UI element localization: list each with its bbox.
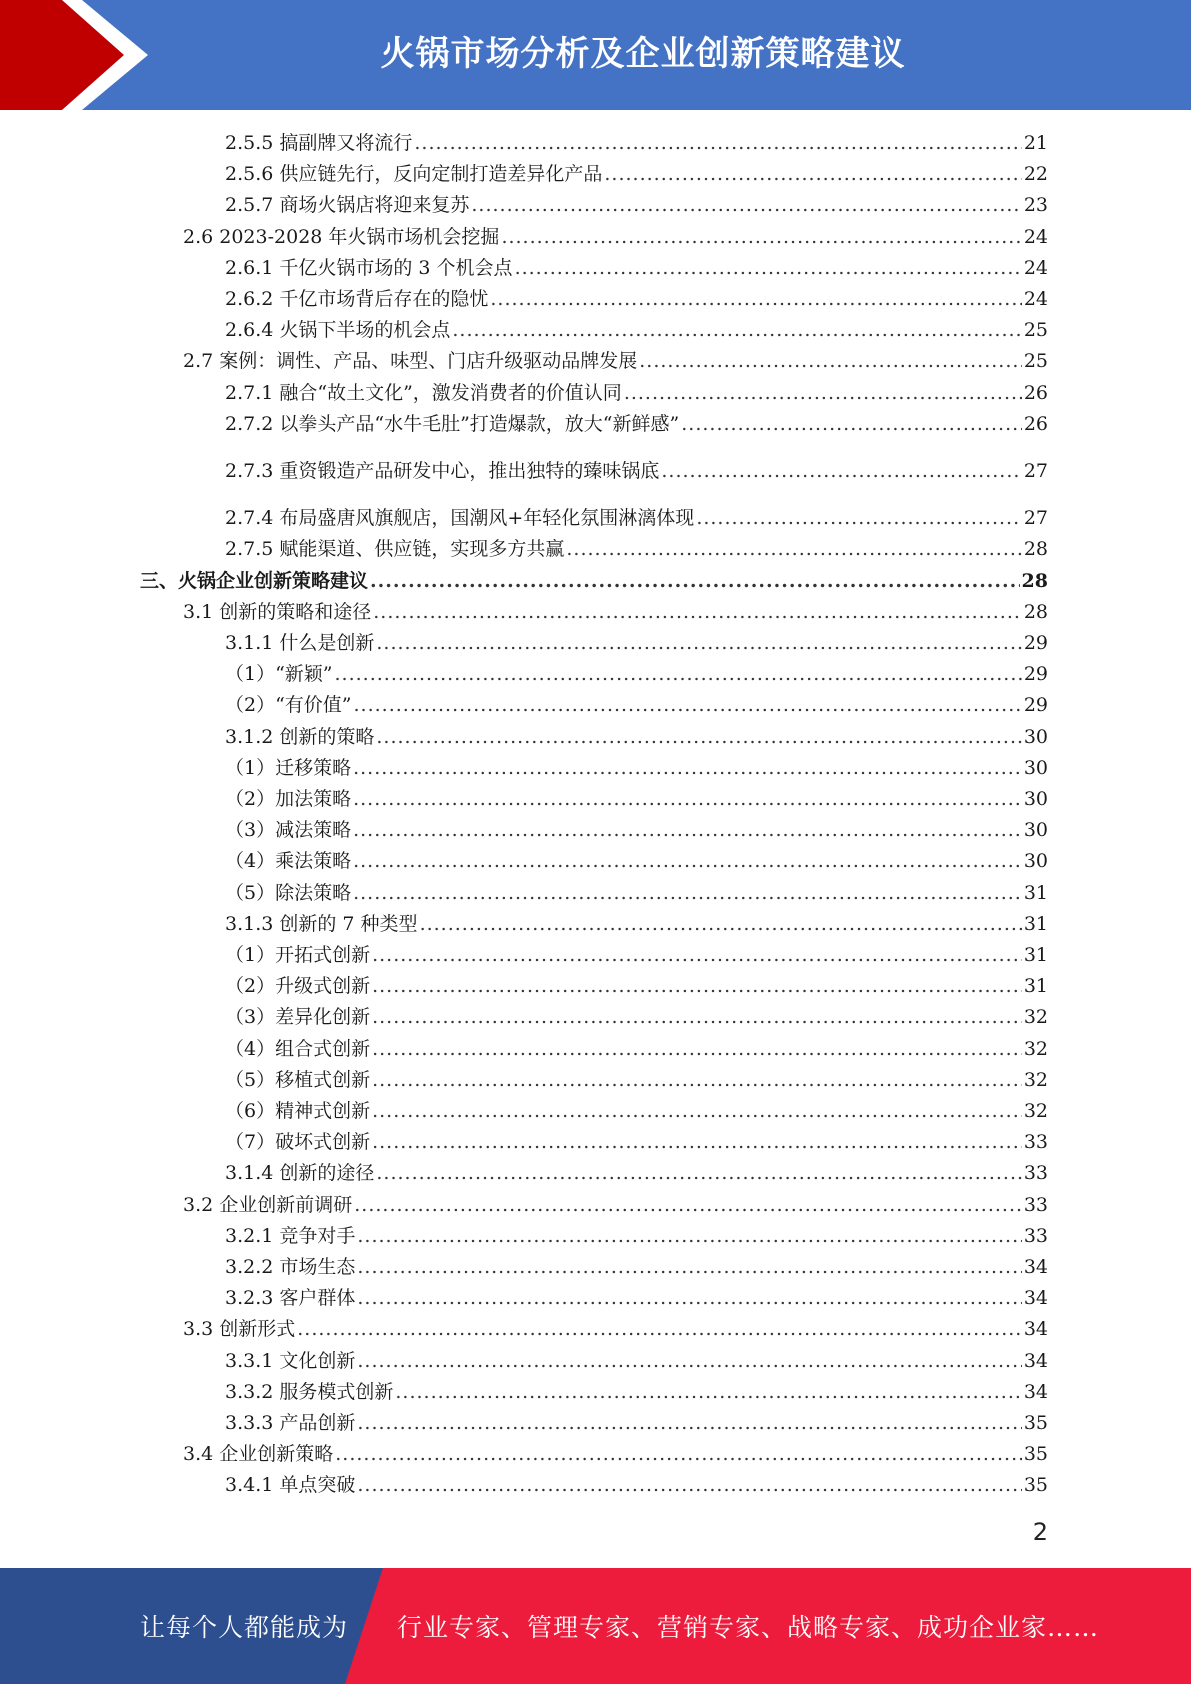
toc-entry-page: 30 (1023, 788, 1048, 810)
toc-entry-page: 30 (1023, 725, 1048, 748)
toc-entry-label: 2.5.6 供应链先行，反向定制打造差异化产品 (225, 163, 603, 186)
toc-entry-label: 3.1.1 什么是创新 (225, 632, 375, 654)
toc-entry-page: 30 (1023, 850, 1048, 873)
toc-entry-page: 24 (1023, 256, 1048, 279)
toc-dot-leader (395, 1377, 1021, 1407)
toc-entry-label: 2.6 2023-2028 年火锅市场机会挖掘 (183, 225, 500, 248)
toc-entry-label: 2.7.2 以拳头产品“水牛毛肚”打造爆款，放大“新鲜感” (225, 412, 680, 435)
toc-dot-leader (372, 1127, 1022, 1157)
toc-entry-page: 35 (1023, 1474, 1048, 1497)
toc-dot-leader (357, 1346, 1021, 1376)
toc-entry[interactable] (225, 253, 1048, 283)
toc-dot-leader (357, 1252, 1021, 1282)
toc-dot-leader (372, 1065, 1022, 1095)
toc-dot-leader (376, 722, 1021, 752)
toc-dot-leader (420, 909, 1022, 939)
toc-entry-page: 26 (1023, 381, 1048, 404)
toc-entry-page: 27 (1023, 507, 1048, 530)
toc-dot-leader (696, 503, 1022, 533)
toc-entry-label: 3.3.2 服务模式创新 (225, 1380, 394, 1403)
toc-entry-label: （1）“新颖” (225, 663, 333, 686)
toc-entry-page: 32 (1023, 1100, 1048, 1122)
toc-entry-page: 34 (1023, 1287, 1048, 1310)
toc-entry-label: 2.7.3 重资锻造产品研发中心，推出独特的臻味锅底 (225, 460, 660, 482)
toc-entry-page: 31 (1023, 944, 1048, 966)
toc-entry-page: 34 (1023, 1318, 1048, 1341)
toc-entry[interactable] (225, 1158, 1048, 1188)
toc-entry-page: 30 (1023, 819, 1048, 842)
toc-entry-page: 34 (1023, 1349, 1048, 1372)
toc-dot-leader (354, 1190, 1022, 1220)
toc-entry[interactable] (140, 566, 1048, 596)
toc-entry-label: （1）迁移策略 (225, 756, 352, 779)
toc-entry[interactable] (225, 722, 1048, 752)
toc-entry-label: （5）移植式创新 (225, 1068, 371, 1091)
toc-entry-page: 29 (1023, 694, 1048, 717)
toc-entry[interactable] (225, 1127, 1048, 1157)
toc-entry[interactable] (225, 1408, 1048, 1438)
toc-entry[interactable] (225, 1034, 1048, 1064)
toc-entry-page: 25 (1023, 319, 1048, 342)
toc-entry[interactable] (225, 753, 1048, 783)
toc-entry-page: 31 (1023, 975, 1048, 998)
toc-entry-label: 3.4 企业创新策略 (183, 1443, 334, 1466)
toc-dot-leader (501, 222, 1021, 252)
toc-dot-leader (335, 659, 1022, 689)
toc-entry-page: 30 (1023, 756, 1048, 779)
page-number: 2 (1032, 1518, 1048, 1546)
toc-entry[interactable] (225, 534, 1048, 564)
page-header (0, 0, 1191, 110)
toc-entry-label: 2.7.4 布局盛唐风旗舰店，国潮风+年轻化氛围淋漓体现 (225, 507, 695, 530)
toc-dot-leader (452, 315, 1021, 345)
toc-entry-label: 2.6.2 千亿市场背后存在的隐忧 (225, 288, 489, 310)
toc-entry[interactable] (225, 456, 1048, 486)
toc-dot-leader (357, 1283, 1021, 1313)
toc-entry-label: 2.5.5 搞副牌又将流行 (225, 132, 413, 154)
toc-entry-label: 3.2.2 市场生态 (225, 1256, 356, 1278)
toc-entry-label: （5）除法策略 (225, 881, 352, 904)
toc-entry-page: 35 (1023, 1412, 1048, 1434)
toc-dot-leader (376, 628, 1021, 658)
toc-entry-label: 2.5.7 商场火锅店将迎来复苏 (225, 194, 470, 217)
toc-entry-page: 23 (1023, 194, 1048, 217)
toc-entry-label: 三、火锅企业创新策略建议 (140, 569, 369, 592)
toc-entry[interactable] (183, 1314, 1048, 1344)
toc-entry-label: （3）差异化创新 (225, 1006, 371, 1029)
toc-dot-leader (353, 784, 1022, 814)
toc-entry[interactable] (225, 1346, 1048, 1376)
toc-dot-leader (661, 456, 1021, 486)
toc-dot-leader (357, 1221, 1021, 1251)
toc-entry-label: 3.3 创新形式 (183, 1318, 296, 1341)
toc-entry[interactable] (183, 222, 1048, 252)
toc-entry[interactable] (225, 284, 1048, 314)
toc-entry-label: 2.7.5 赋能渠道、供应链，实现多方共赢 (225, 538, 565, 561)
toc-entry[interactable] (225, 409, 1048, 439)
toc-entry-label: 2.6.1 千亿火锅市场的 3 个机会点 (225, 256, 513, 279)
toc-entry-label: 3.1.4 创新的途径 (225, 1162, 375, 1185)
toc-entry[interactable] (225, 784, 1048, 814)
toc-entry[interactable] (225, 815, 1048, 845)
toc-entry[interactable] (183, 597, 1048, 627)
toc-entry-label: （2）“有价值” (225, 694, 352, 717)
toc-entry-label: （1）开拓式创新 (225, 944, 371, 966)
toc-entry-page: 24 (1023, 225, 1048, 248)
toc-entry-page: 28 (1023, 538, 1048, 561)
toc-entry[interactable] (225, 1002, 1048, 1032)
footer-roles: 行业专家、管理专家、营销专家、战略专家、成功企业家…… (397, 1613, 1100, 1642)
toc-entry-page: 33 (1023, 1131, 1048, 1154)
toc-dot-leader (566, 534, 1021, 564)
toc-dot-leader (357, 1408, 1021, 1438)
toc-dot-leader (353, 846, 1022, 876)
toc-entry-label: 3.2.1 竞争对手 (225, 1224, 356, 1247)
toc-entry-page: 29 (1023, 663, 1048, 686)
toc-entry-page: 21 (1023, 132, 1048, 154)
toc-dot-leader (471, 190, 1021, 220)
toc-entry-label: 3.1.3 创新的 7 种类型 (225, 912, 418, 935)
toc-entry-page: 32 (1023, 1037, 1048, 1060)
toc-entry[interactable] (183, 1190, 1048, 1220)
toc-entry-page: 29 (1023, 632, 1048, 654)
toc-entry-label: （3）减法策略 (225, 819, 352, 842)
toc-dot-leader (353, 753, 1022, 783)
toc-entry-page: 31 (1023, 912, 1048, 935)
toc-entry[interactable] (225, 659, 1048, 689)
toc-entry[interactable] (225, 503, 1048, 533)
toc-entry[interactable] (225, 628, 1048, 658)
toc-entry-label: （7）破坏式创新 (225, 1131, 371, 1154)
toc-entry[interactable] (225, 878, 1048, 908)
toc-entry-page: 35 (1023, 1443, 1048, 1466)
toc-entry[interactable] (225, 315, 1048, 345)
toc-dot-leader (372, 1034, 1022, 1064)
toc-entry-page: 32 (1023, 1006, 1048, 1029)
toc-entry-page: 22 (1023, 163, 1048, 186)
toc-entry-page: 33 (1023, 1193, 1048, 1216)
toc-dot-leader (353, 878, 1022, 908)
toc-entry-page: 32 (1023, 1068, 1048, 1091)
toc-entry-label: 2.7 案例：调性、产品、味型、门店升级驱动品牌发展 (183, 350, 638, 373)
toc-entry-label: 3.3.1 文化创新 (225, 1349, 356, 1372)
toc-dot-leader (357, 1470, 1021, 1500)
toc-entry[interactable] (225, 128, 1048, 158)
toc-dot-leader (354, 690, 1022, 720)
toc-entry[interactable] (225, 1252, 1048, 1282)
toc-dot-leader (372, 1096, 1022, 1126)
toc-entry-label: 3.1 创新的策略和途径 (183, 600, 372, 623)
toc-entry[interactable] (225, 1065, 1048, 1095)
toc-dot-leader (373, 597, 1022, 627)
toc-entry[interactable] (225, 909, 1048, 939)
toc-entry-page: 33 (1023, 1224, 1048, 1247)
footer-slogan: 让每个人都能成为 (140, 1613, 349, 1642)
toc-entry-page: 28 (1023, 600, 1048, 623)
toc-entry[interactable] (225, 1096, 1048, 1126)
toc-dot-leader (353, 815, 1022, 845)
toc-dot-leader (372, 971, 1022, 1001)
toc-entry-label: 2.6.4 火锅下半场的机会点 (225, 319, 451, 342)
toc-entry-page: 25 (1023, 350, 1048, 373)
page-footer (0, 1568, 1191, 1684)
toc-entry[interactable] (225, 190, 1048, 220)
toc-dot-leader (490, 284, 1021, 314)
toc-dot-leader (370, 566, 1020, 596)
toc-dot-leader (681, 409, 1022, 439)
toc-entry[interactable] (225, 846, 1048, 876)
toc-entry-page: 24 (1023, 288, 1048, 310)
toc-entry[interactable] (225, 971, 1048, 1001)
toc-entry-label: 3.1.2 创新的策略 (225, 725, 375, 748)
toc-dot-leader (297, 1314, 1022, 1344)
toc-entry-page: 34 (1023, 1380, 1048, 1403)
toc-dot-leader (604, 159, 1021, 189)
toc-entry-label: （4）组合式创新 (225, 1037, 371, 1060)
toc-entry[interactable] (225, 1283, 1048, 1313)
toc-dot-leader (639, 346, 1022, 376)
toc-entry[interactable] (225, 1377, 1048, 1407)
toc-entry-page: 28 (1021, 569, 1048, 592)
toc-entry-label: 3.4.1 单点突破 (225, 1474, 356, 1497)
toc-entry[interactable] (183, 346, 1048, 376)
toc-entry-page: 31 (1023, 881, 1048, 904)
toc-entry[interactable] (183, 1439, 1048, 1469)
toc-dot-leader (515, 253, 1022, 283)
toc-entry[interactable] (225, 690, 1048, 720)
toc-entry-page: 34 (1023, 1256, 1048, 1278)
toc-entry-label: （2）加法策略 (225, 788, 352, 810)
toc-entry-label: 3.2 企业创新前调研 (183, 1193, 353, 1216)
toc-dot-leader (372, 1002, 1022, 1032)
toc-entry-label: （2）升级式创新 (225, 975, 371, 998)
toc-dot-leader (624, 378, 1022, 408)
toc-dot-leader (335, 1439, 1022, 1469)
toc-entry[interactable] (225, 1470, 1048, 1500)
toc-dot-leader (414, 128, 1021, 158)
toc-entry-page: 27 (1023, 460, 1048, 482)
toc-dot-leader (376, 1158, 1021, 1188)
toc-entry-page: 26 (1023, 412, 1048, 435)
document-title: 火锅市场分析及企业创新策略建议 (380, 34, 906, 74)
toc-entry-label: （6）精神式创新 (225, 1100, 371, 1122)
toc-entry-page: 33 (1023, 1162, 1048, 1185)
toc-entry-label: 3.2.3 客户群体 (225, 1287, 356, 1310)
toc-entry[interactable] (225, 378, 1048, 408)
toc-entry[interactable] (225, 159, 1048, 189)
toc-dot-leader (372, 940, 1022, 970)
toc-entry-label: 2.7.1 融合“故土文化”，激发消费者的价值认同 (225, 381, 622, 404)
toc-entry-label: 3.3.3 产品创新 (225, 1412, 356, 1434)
toc-entry[interactable] (225, 940, 1048, 970)
toc-entry-label: （4）乘法策略 (225, 850, 352, 873)
toc-entry[interactable] (225, 1221, 1048, 1251)
